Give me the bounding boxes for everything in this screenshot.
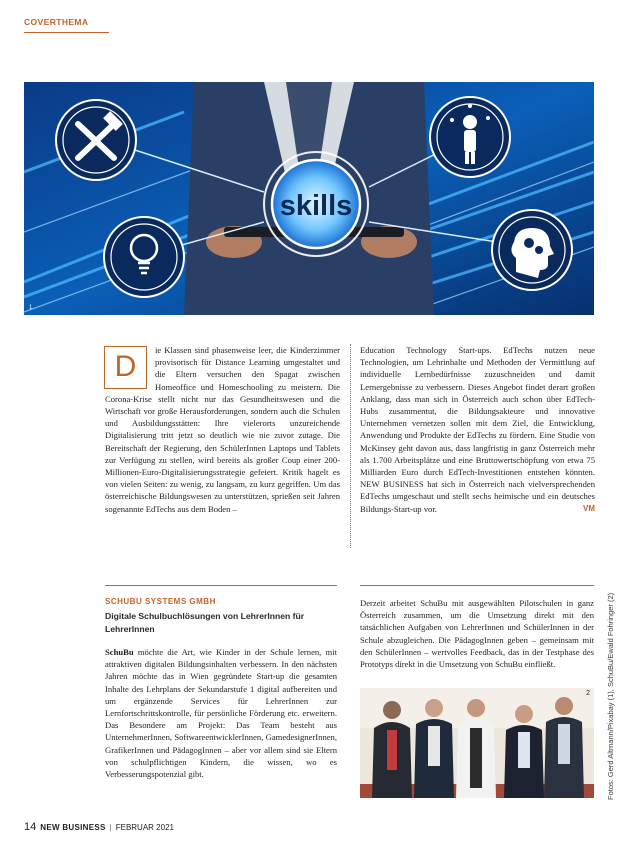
author-signature: VM [583,503,595,513]
page-footer [24,821,174,833]
company-label: SCHUBU SYSTEMS GMBH [105,597,216,606]
photo-number: 2 [586,690,590,697]
hero-image-number: 1 [29,305,33,311]
column-divider [350,344,351,548]
skills-label: skills [279,190,353,222]
team-photo-image [360,688,594,798]
box-rule-right [360,585,594,586]
company-title: Digitale Schulbuchlösungen von LehrerInnen für LehrerInnen [105,611,305,634]
company-lead: SchuBu [105,647,134,657]
hero-illustration [24,82,594,315]
drop-cap: D [104,346,147,389]
section-kicker: COVERTHEMA [24,17,89,27]
photo-credit: Fotos: Gerd Altmann/Pixabay (1), SchuBu/Ewald Fohringer (2) [606,592,615,800]
company-text-2: Derzeit arbeitet SchuBu mit ausgewählten Pilotschulen in ganz Österreich zusammen, um die Umsetzung direkt mit den tatsächlichen Aufgaben von LehrerInnen und SchülerInnen in der Schule abzugleichen. Die PädagogInnen geben – gemeinsam mit den SchülerInnen – wertvolles Feedback, das in der Testphase des Prototyps direkt in die Umsetzung von SchuBu einfließt. [360,598,594,670]
kicker-rule [24,32,109,33]
magazine-name: NEW BUSINESS [40,823,106,832]
box-rule-left [105,585,337,586]
article-text-2: Education Technology Start-ups. EdTechs nutzen neue Technologien, um Lehrinhalte und Methoden der Vermittlung auf individuelle Lernbedürfnisse zuzuschneiden und damit Lernergebnisse zu verbessern. Dieses Angebot findet derart großen Anklang, dass man sich in Österreich auch schon über EdTech-Hubs zusammentut, die Bildungsakteure und innovative Unternehmen vernetzen sollen mit dem Ziel, die Entwicklung, Anwendung und Produkte der EdTechs zu fördern. Eine Studie von McKinsey geht davon aus, dass langfristig in ganz Österreich mehr als 1.700 Arbeitsplätze und eine Bruttowertschöpfung von etwa 75 Milliarden Euro durch EdTech-Investitionen entstehen könnten. NEW BUSINESS hat sich in Österreich nach vielversprechenden EdTechs umgeschaut und stellt sechs heimische und ein deutsches Bildungs-Start-up vor. [360,345,595,514]
article-column-1 [105,344,340,515]
hero-image [24,82,594,315]
company-text-column-1 [105,646,337,780]
company-text-column-2 [360,597,594,670]
footer-separator: | [109,823,112,832]
team-photo [360,688,594,798]
article-text-1: ie Klassen sind phasenweise leer, die Kinderzimmer provisorisch für Distance Learning umgestaltet und die Eltern versuchen den Spagat zwischen Homeoffice und Homeschooling zu meistern. Die Corona-Krise stellt nicht nur das Gesundheitswesen und die Wirtschaft vor große Herausforderungen, sondern auch die Schulen und Ausbildungsstätten: Ihre vielerorts unzureichende Digitalisierung tritt jetzt so deutlich wie nie zuvor zutage. Die Bereitschaft der Regierung, den SchülerInnen Laptops und Tablets zur Verfügung zu stellen, wird bereits als großer Coup einer 200-Millionen-Euro-Digitalisierungsstrategie gefeiert. Kritik hagelt es von vielen Seiten: zu wenig, zu langsam, zu kurz gegriffen. Um das österreichische Bildungswesen zu unterstützen, sprießen seit Jahren sogenannte EdTechs aus dem Boden – [105,345,340,514]
issue-date: FEBRUAR 2021 [115,823,174,832]
company-text-1: möchte die Art, wie Kinder in der Schule lernen, mit attraktiven digitalen Bildungsinhalten verbessern. In den nächsten Jahren möchte das in Wien gegründete Start-up die gesamten Inhalte des Lehrplans der Sekundarstufe 1 digital aufbereiten und um ergänzende Services für LehrerInnen zur Lernfortschrittskontrolle, für persönliche Förderung etc. erweitern. Das Besondere am Projekt: Das Team besteht aus UnternehmerInnen, SoftwareentwicklerInnen, GamedesignerInnen, GrafikerInnen und PädagogInnen – aber vor allem sind sie Eltern von schulpflichtigen Kindern, die wissen, wo es Verbesserungspotenzial gibt. [105,647,337,780]
article-column-2 [360,344,595,515]
page-number: 14 [24,821,37,833]
